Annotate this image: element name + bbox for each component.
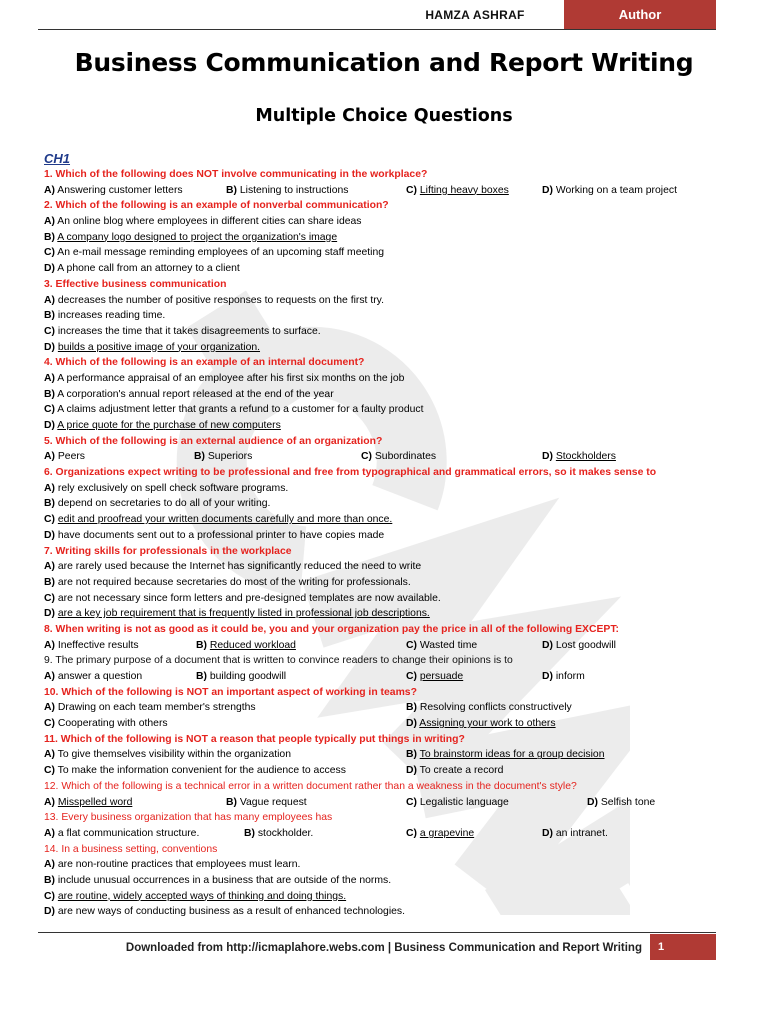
question-7: [44, 544, 724, 560]
correct-answer-text: a grapevine: [419, 827, 475, 839]
option-letter: C): [406, 671, 417, 682]
option-text: A phone call from an attorney to a client: [57, 263, 240, 275]
option-text: Legalistic language: [419, 796, 509, 808]
option-line: [44, 418, 724, 434]
options-row: [44, 826, 724, 842]
option-text: An e-mail message reminding employees of an upcoming staff meeting: [57, 247, 385, 259]
option-letter: D): [44, 529, 55, 541]
option-a: [44, 216, 362, 227]
option-d: [542, 669, 585, 685]
option-text: To give themselves visibility within the organization: [57, 749, 291, 761]
option-c: [44, 514, 392, 525]
correct-answer-text: Misspelled word: [57, 796, 133, 808]
option-b: [44, 232, 337, 243]
option-letter: A): [44, 702, 55, 714]
question-text: 13. Every business organization that has many employees has: [44, 812, 333, 824]
author-name: HAMZA ASHRAF: [425, 8, 525, 22]
option-text: Cooperating with others: [57, 718, 168, 730]
question-10: [44, 685, 724, 701]
option-b: [196, 669, 286, 685]
option-text: inform: [555, 671, 585, 682]
option-text: have documents sent out to a professional printer to have copies made: [57, 529, 385, 541]
question-5: [44, 434, 724, 450]
chapter-heading: CH1: [44, 151, 71, 166]
option-text: an intranet.: [555, 827, 608, 839]
option-d: [542, 826, 608, 842]
document-title: Business Communication and Report Writing: [74, 48, 694, 77]
option-d: [406, 716, 556, 732]
option-letter: C): [406, 639, 417, 651]
option-letter: D): [44, 608, 55, 620]
option-letter: D): [44, 420, 55, 431]
option-b: [226, 795, 307, 811]
option-letter: D): [44, 341, 55, 353]
option-letter: B): [226, 796, 237, 808]
option-letter: B): [44, 874, 55, 886]
option-c: [44, 404, 423, 415]
option-text: are not necessary since form letters and pre-designed templates are now available.: [57, 592, 441, 604]
option-letter: D): [542, 184, 553, 196]
footer-source: Downloaded from http://icmaplahore.webs.com | Business Communication and Report Writing: [125, 942, 642, 954]
option-text: Listening to instructions: [239, 184, 349, 196]
option-line: [44, 873, 724, 889]
option-d: [587, 795, 655, 811]
option-text: Resolving conflicts constructively: [419, 702, 572, 714]
options-row: [44, 700, 724, 716]
option-letter: B): [194, 451, 205, 463]
option-a: [44, 795, 132, 811]
correct-answer-text: are routine, widely accepted ways of thinking and doing things.: [57, 890, 347, 902]
question-text: 4. Which of the following is an example of an internal document?: [44, 357, 365, 369]
option-letter: A): [44, 561, 55, 573]
option-text: depend on secretaries to do all of your writing.: [57, 498, 271, 510]
option-line: [44, 214, 724, 230]
option-letter: A): [44, 451, 55, 463]
option-a: [44, 638, 139, 654]
option-b: [226, 183, 348, 199]
option-b: [44, 498, 270, 509]
option-text: a flat communication structure.: [57, 827, 200, 839]
option-line: [44, 606, 724, 622]
option-letter: A): [44, 859, 55, 871]
option-text: Drawing on each team member's strengths: [57, 702, 256, 714]
option-line: [44, 261, 724, 277]
option-letter: D): [542, 451, 553, 463]
option-line: [44, 496, 724, 512]
option-line: [44, 575, 724, 591]
option-a: [44, 700, 256, 716]
option-c: [406, 183, 509, 199]
option-a: [44, 561, 421, 572]
option-a: [44, 449, 85, 465]
option-letter: A): [44, 482, 55, 494]
option-letter: D): [406, 765, 417, 777]
option-a: [44, 373, 404, 384]
options-row: [44, 183, 724, 199]
option-b: [196, 638, 296, 654]
option-d: [406, 763, 503, 779]
option-letter: A): [44, 827, 55, 839]
option-text: A performance appraisal of an employee after his first six months on the job: [57, 372, 405, 384]
option-letter: A): [44, 796, 55, 808]
question-text: 11. Which of the following is NOT a reason that people typically put things in writing?: [44, 733, 465, 745]
options-row: [44, 669, 724, 685]
question-3: [44, 277, 724, 293]
option-letter: A): [44, 671, 55, 682]
option-text: Wasted time: [419, 639, 478, 651]
question-6: [44, 465, 724, 481]
option-line: [44, 371, 724, 387]
question-12: [44, 779, 724, 795]
option-line: [44, 889, 724, 905]
option-text: Vague request: [239, 796, 307, 808]
option-b: [406, 747, 605, 763]
question-text: 2. Which of the following is an example of nonverbal communication?: [44, 200, 389, 212]
correct-answer-text: are a key job requirement that is frequently listed in professional job descriptions.: [57, 608, 430, 620]
question-text: 1. Which of the following does NOT involve communicating in the workplace?: [44, 169, 428, 180]
option-text: are rarely used because the Internet has significantly reduced the need to write: [57, 561, 422, 573]
option-letter: C): [44, 514, 55, 526]
option-letter: C): [44, 247, 55, 259]
option-letter: B): [196, 639, 207, 651]
option-c: [406, 826, 474, 842]
option-letter: B): [196, 671, 207, 682]
option-text: rely exclusively on spell check software programs.: [57, 482, 289, 494]
option-text: A claims adjustment letter that grants a refund to a customer for a faulty product: [57, 404, 424, 416]
options-row: [44, 638, 724, 654]
option-text: stockholder.: [257, 827, 314, 839]
question-13: [44, 810, 724, 826]
option-text: include unusual occurrences in a business that are outside of the norms.: [57, 874, 392, 886]
correct-answer-text: Stockholders: [555, 451, 616, 463]
option-letter: B): [244, 827, 255, 839]
option-line: [44, 324, 724, 340]
option-text: Superiors: [207, 451, 253, 463]
option-text: Selfish tone: [600, 796, 656, 808]
options-row: [44, 716, 724, 732]
question-9: [44, 653, 724, 669]
option-letter: C): [44, 718, 55, 730]
option-a: [44, 295, 384, 306]
question-text: 14. In a business setting, conventions: [44, 843, 218, 855]
option-letter: C): [406, 796, 417, 808]
document-subtitle: Multiple Choice Questions: [255, 106, 513, 126]
option-d: [44, 906, 405, 917]
option-c: [406, 638, 477, 654]
option-line: [44, 293, 724, 309]
option-c: [406, 669, 463, 685]
question-text: 8. When writing is not as good as it could be, you and your organization pay the price in all of the following EXCEPT:: [44, 623, 619, 635]
option-line: [44, 308, 724, 324]
option-letter: B): [44, 231, 55, 243]
option-d: [542, 183, 677, 199]
option-text: increases the time that it takes disagreements to surface.: [57, 325, 321, 337]
option-text: increases reading time.: [57, 310, 166, 322]
option-line: [44, 904, 724, 920]
option-letter: A): [44, 749, 55, 761]
correct-answer-text: edit and proofread your written documents carefully and more than once.: [57, 514, 393, 526]
option-text: Peers: [57, 451, 86, 463]
correct-answer-text: To brainstorm ideas for a group decision: [419, 749, 605, 761]
option-letter: C): [44, 325, 55, 337]
option-letter: C): [44, 404, 55, 416]
author-label: Author: [564, 0, 716, 29]
option-text: Subordinates: [374, 451, 437, 463]
question-1: [44, 167, 724, 183]
option-text: Ineffective results: [57, 639, 139, 651]
option-letter: D): [542, 639, 553, 651]
option-a: [44, 859, 300, 870]
option-letter: C): [44, 592, 55, 604]
option-text: building goodwill: [209, 671, 287, 682]
option-letter: D): [587, 796, 598, 808]
questions-list: [44, 167, 724, 920]
option-d: [44, 608, 430, 619]
options-row: [44, 449, 724, 465]
option-b: [406, 700, 572, 716]
option-line: [44, 387, 724, 403]
option-letter: B): [44, 310, 55, 322]
option-text: Working on a team project: [555, 184, 677, 196]
question-text: 9. The primary purpose of a document that is written to convince readers to change their opinions is to: [44, 655, 513, 667]
option-text: decreases the number of positive responses to requests on the first try.: [57, 294, 384, 306]
option-d: [44, 263, 240, 274]
footer-rule: [38, 932, 716, 933]
option-a: [44, 183, 183, 199]
correct-answer-text: A price quote for the purchase of new computers: [57, 420, 281, 431]
header-rule: [38, 29, 716, 30]
option-text: To create a record: [419, 765, 504, 777]
option-line: [44, 559, 724, 575]
option-letter: C): [406, 827, 417, 839]
option-a: [44, 669, 142, 685]
option-c: [44, 716, 168, 732]
option-letter: B): [406, 749, 417, 761]
question-4: [44, 355, 724, 371]
option-letter: A): [44, 294, 55, 306]
correct-answer-text: Lifting heavy boxes: [419, 184, 509, 196]
option-b: [244, 826, 313, 842]
option-b: [44, 577, 411, 588]
option-letter: D): [542, 671, 553, 682]
option-line: [44, 512, 724, 528]
option-letter: A): [44, 372, 55, 384]
correct-answer-text: Reduced workload: [209, 639, 296, 651]
question-text: 12. Which of the following is a technical error in a written document rather than a weakness in the document's style?: [44, 780, 577, 792]
option-text: are new ways of conducting business as a result of enhanced technologies.: [57, 906, 406, 918]
question-14: [44, 842, 724, 858]
option-line: [44, 245, 724, 261]
option-line: [44, 591, 724, 607]
option-letter: A): [44, 184, 55, 196]
option-d: [542, 638, 616, 654]
option-c: [361, 449, 436, 465]
correct-answer-text: persuade: [419, 671, 464, 682]
option-c: [44, 593, 441, 604]
question-11: [44, 732, 724, 748]
option-d: [542, 449, 616, 465]
option-line: [44, 528, 724, 544]
option-line: [44, 481, 724, 497]
options-row: [44, 747, 724, 763]
correct-answer-text: builds a positive image of your organization.: [57, 341, 261, 353]
option-c: [44, 326, 321, 337]
question-2: [44, 198, 724, 214]
option-c: [44, 763, 346, 779]
option-c: [44, 891, 346, 902]
question-8: [44, 622, 724, 638]
question-text: 3. Effective business communication: [44, 278, 227, 290]
option-a: [44, 483, 288, 494]
option-letter: D): [44, 263, 55, 275]
question-text: 5. Which of the following is an external audience of an organization?: [44, 435, 383, 447]
option-text: To make the information convenient for the audience to access: [57, 765, 346, 777]
option-line: [44, 402, 724, 418]
correct-answer-text: A company logo designed to project the organization's image: [57, 231, 338, 243]
option-line: [44, 230, 724, 246]
correct-answer-text: Assigning your work to others: [419, 718, 556, 730]
option-b: [44, 389, 334, 400]
option-b: [194, 449, 252, 465]
option-line: [44, 340, 724, 356]
option-letter: B): [406, 702, 417, 714]
option-letter: C): [44, 890, 55, 902]
option-letter: B): [44, 388, 55, 400]
page-number: 1: [650, 934, 716, 960]
option-letter: B): [44, 576, 55, 588]
option-text: are non-routine practices that employees must learn.: [57, 859, 301, 871]
option-d: [44, 530, 384, 541]
option-letter: A): [44, 639, 55, 651]
options-row: [44, 795, 724, 811]
question-text: 10. Which of the following is NOT an important aspect of working in teams?: [44, 686, 417, 698]
question-text: 7. Writing skills for professionals in the workplace: [44, 545, 292, 557]
option-text: Answering customer letters: [57, 184, 183, 196]
question-text: 6. Organizations expect writing to be professional and free from typographical and grammatical errors, so it makes sense to: [44, 467, 657, 479]
options-row: [44, 763, 724, 779]
option-d: [44, 420, 281, 431]
option-letter: B): [44, 498, 55, 510]
option-text: An online blog where employees in different cities can share ideas: [57, 216, 362, 228]
option-letter: D): [406, 718, 417, 730]
option-letter: C): [361, 451, 372, 463]
option-letter: D): [44, 906, 55, 918]
option-text: answer a question: [57, 671, 143, 682]
option-letter: B): [226, 184, 237, 196]
option-a: [44, 747, 291, 763]
option-c: [44, 247, 384, 258]
option-line: [44, 857, 724, 873]
option-letter: C): [44, 765, 55, 777]
option-b: [44, 310, 165, 321]
option-letter: C): [406, 184, 417, 196]
option-d: [44, 342, 260, 353]
option-text: Lost goodwill: [555, 639, 616, 651]
option-letter: A): [44, 216, 55, 228]
option-c: [406, 795, 509, 811]
option-a: [44, 826, 199, 842]
option-text: A corporation's annual report released at the end of the year: [57, 388, 334, 400]
option-text: are not required because secretaries do most of the writing for professionals.: [57, 576, 411, 588]
option-letter: D): [542, 827, 553, 839]
option-b: [44, 875, 391, 886]
